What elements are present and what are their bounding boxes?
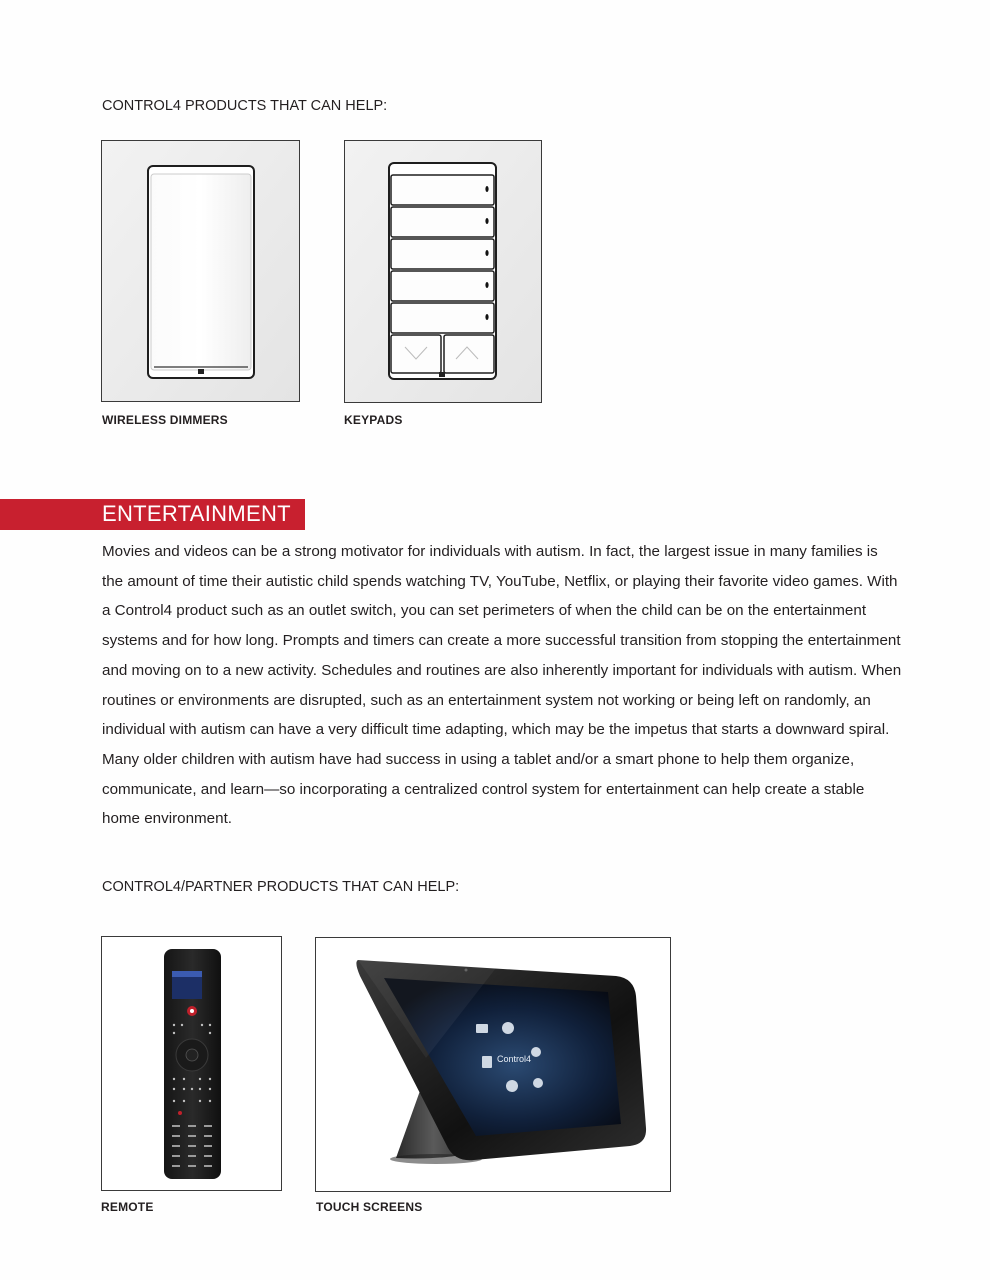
touch-screen-illustration [316, 938, 670, 1191]
caption-wireless-dimmers: WIRELESS DIMMERS [102, 413, 228, 427]
paragraph-1: Movies and videos can be a strong motivator for individuals with autism. In fact, the largest issue in many families is the amount of time their autistic child spends watching TV, YouTube, Netflix, or playing their favorite video games. With a Control4 product such as an outlet switch, you can set perimeters of when the child can be on the entertainment systems and for how long. Prompts and timers can create a more successful transition from stopping the entertainment and moving on to a new activity. Schedules and routines are also inherently important for individuals with autism. When routines or environments are disrupted, such as an entertainment system not working or being left on randomly, an individual with autism can have a very difficult time adapting, which may be the impetus that starts a downward spiral. [102, 543, 902, 739]
section-heading-top: CONTROL4 PRODUCTS THAT CAN HELP: [102, 98, 388, 114]
remote-image [101, 936, 282, 1191]
section-heading-partner: CONTROL4/PARTNER PRODUCTS THAT CAN HELP: [102, 879, 460, 895]
caption-keypads: KEYPADS [344, 413, 403, 427]
section-title: ENTERTAINMENT [102, 501, 291, 526]
entertainment-body [102, 537, 902, 834]
touch-screen-image [315, 937, 671, 1192]
dimmer-illustration [102, 141, 299, 401]
keypad-illustration [345, 141, 541, 402]
caption-touch-screens: TOUCH SCREENS [316, 1200, 423, 1214]
paragraph-2: Many older children with autism have had success in using a tablet and/or a smart phone to help them organize, communicate, and learn—so incorporating a centralized control system for entertainment can help create a stable home environment. [102, 750, 865, 828]
section-banner-entertainment [0, 499, 305, 530]
keypad-image [344, 140, 542, 403]
remote-illustration [102, 937, 281, 1190]
screen-brand-text: Control4 [497, 1054, 532, 1064]
wireless-dimmer-image [101, 140, 300, 402]
caption-remote: REMOTE [101, 1200, 154, 1214]
